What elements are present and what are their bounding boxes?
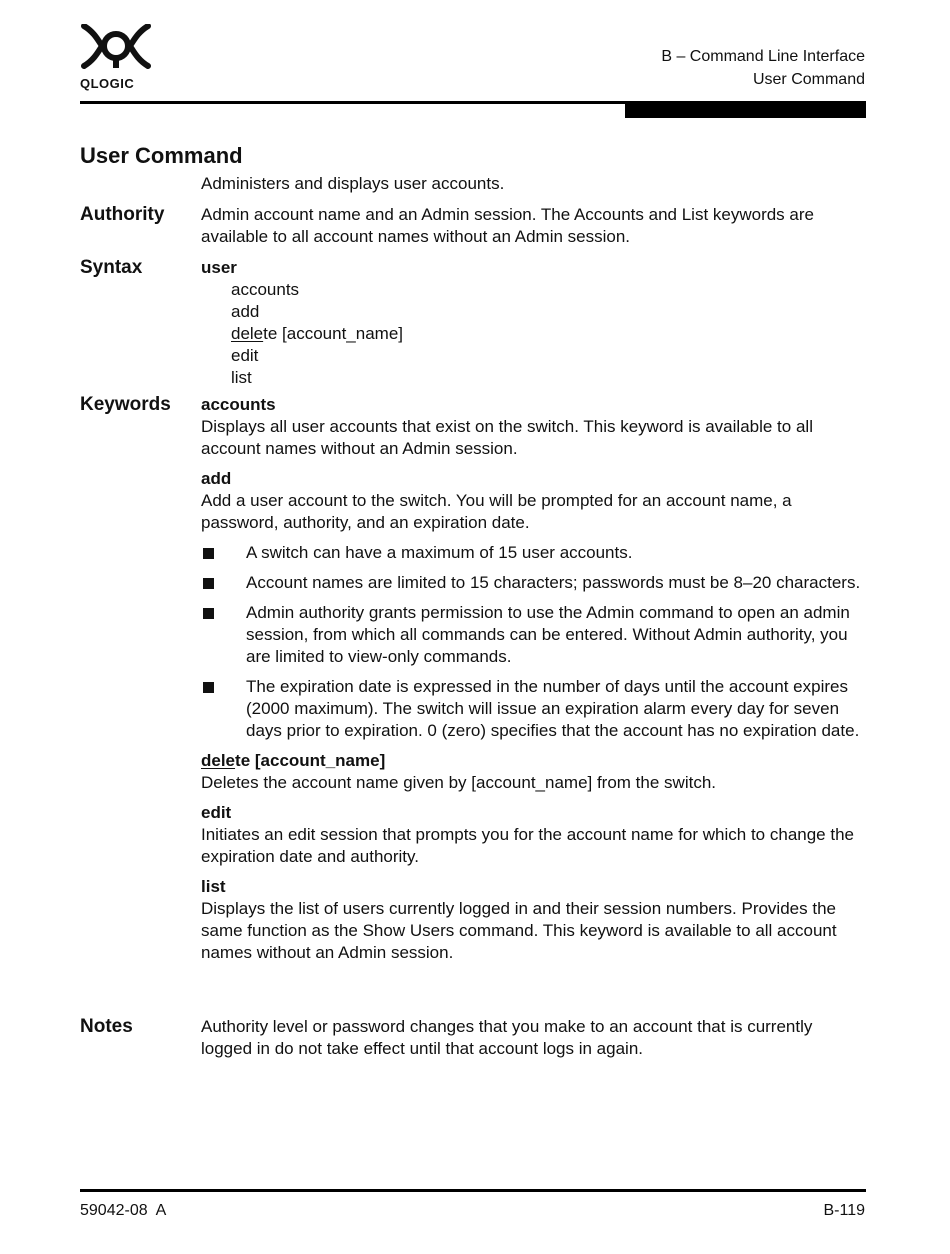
list-item bbox=[201, 602, 866, 668]
keywords-body bbox=[201, 394, 866, 972]
keyword-add-desc: Add a user account to the switch. You will be prompted for an account name, a password, authority, and an expiration date. bbox=[201, 491, 792, 532]
keyword-accounts bbox=[201, 394, 866, 460]
keyword-add bbox=[201, 468, 866, 742]
syntax-delete-rest: te [account_name] bbox=[263, 324, 404, 343]
page-number: B-119 bbox=[823, 1202, 865, 1219]
keyword-list bbox=[201, 876, 866, 964]
list-item bbox=[201, 542, 866, 564]
keyword-edit-desc: Initiates an edit session that prompts you for the account name for which to change the expiration date and authority. bbox=[201, 825, 854, 866]
syntax-option-delete bbox=[201, 323, 866, 345]
keyword-edit bbox=[201, 802, 866, 868]
list-item bbox=[201, 572, 866, 594]
syntax-delete-abbrev: dele bbox=[231, 324, 264, 343]
intro-text: Administers and displays user accounts. bbox=[201, 174, 505, 193]
doc-number: 59042-08 A bbox=[80, 1202, 167, 1219]
qlogic-logo bbox=[80, 24, 152, 92]
bullet-text: The expiration date is expressed in the number of days until the account expires (2000 maximum). The switch will issue an expiration alarm every day for seven days prior to expiration. 0 (zero) specifies that the account has no expiration date. bbox=[246, 677, 860, 740]
running-header bbox=[661, 45, 865, 91]
footer-rule bbox=[80, 1189, 866, 1192]
syntax-label: Syntax bbox=[80, 257, 143, 278]
keyword-accounts-name: accounts bbox=[201, 395, 276, 414]
bullet-square-icon bbox=[203, 608, 214, 619]
syntax-body bbox=[201, 257, 866, 389]
keyword-delete-rest: te [account_name] bbox=[235, 751, 386, 770]
notes-label: Notes bbox=[80, 1016, 133, 1037]
syntax-option-accounts: accounts bbox=[231, 280, 300, 299]
page-title: User Command bbox=[80, 143, 243, 168]
keyword-delete-desc: Deletes the account name given by [account_name] from the switch. bbox=[201, 773, 716, 792]
bullet-square-icon bbox=[203, 682, 214, 693]
header-rule-block bbox=[625, 101, 866, 118]
authority-label: Authority bbox=[80, 204, 165, 225]
syntax-option-list: list bbox=[231, 368, 252, 387]
authority-text: Admin account name and an Admin session. The Accounts and List keywords are available to all account names without an Admin session. bbox=[201, 205, 814, 246]
bullet-text: Account names are limited to 15 characters; passwords must be 8–20 characters. bbox=[246, 573, 861, 592]
list-item bbox=[201, 676, 866, 742]
bullet-text: Admin authority grants permission to use the Admin command to open an admin session, from which all commands can be entered. Without Admin authority, you are limited to view-only commands. bbox=[246, 603, 850, 666]
keyword-list-name: list bbox=[201, 877, 226, 896]
keyword-delete bbox=[201, 750, 866, 794]
qlogic-mark-icon bbox=[80, 24, 152, 72]
keyword-accounts-desc: Displays all user accounts that exist on the switch. This keyword is available to all account names without an Admin session. bbox=[201, 417, 813, 458]
bullet-square-icon bbox=[203, 548, 214, 559]
keyword-list-desc: Displays the list of users currently logged in and their session numbers. Provides the same function as the Show Users command. This keyword is available to all account names without an Admin session. bbox=[201, 899, 837, 962]
syntax-option-edit: edit bbox=[231, 346, 259, 365]
notes-text: Authority level or password changes that you make to an account that is currently logged in do not take effect until that account logs in again. bbox=[201, 1017, 813, 1058]
keyword-delete-name bbox=[201, 750, 866, 772]
keyword-edit-name: edit bbox=[201, 803, 232, 822]
keyword-add-name: add bbox=[201, 469, 232, 488]
keyword-add-bullets bbox=[201, 542, 866, 742]
header-chapter: B – Command Line Interface bbox=[661, 48, 865, 65]
keyword-delete-abbrev: dele bbox=[201, 751, 236, 770]
syntax-command: user bbox=[201, 258, 237, 277]
syntax-option-add: add bbox=[231, 302, 260, 321]
bullet-text: A switch can have a maximum of 15 user accounts. bbox=[246, 543, 633, 562]
header-section: User Command bbox=[752, 71, 865, 88]
bullet-square-icon bbox=[203, 578, 214, 589]
keywords-label: Keywords bbox=[80, 394, 171, 415]
logo-text: QLOGIC bbox=[80, 76, 135, 91]
